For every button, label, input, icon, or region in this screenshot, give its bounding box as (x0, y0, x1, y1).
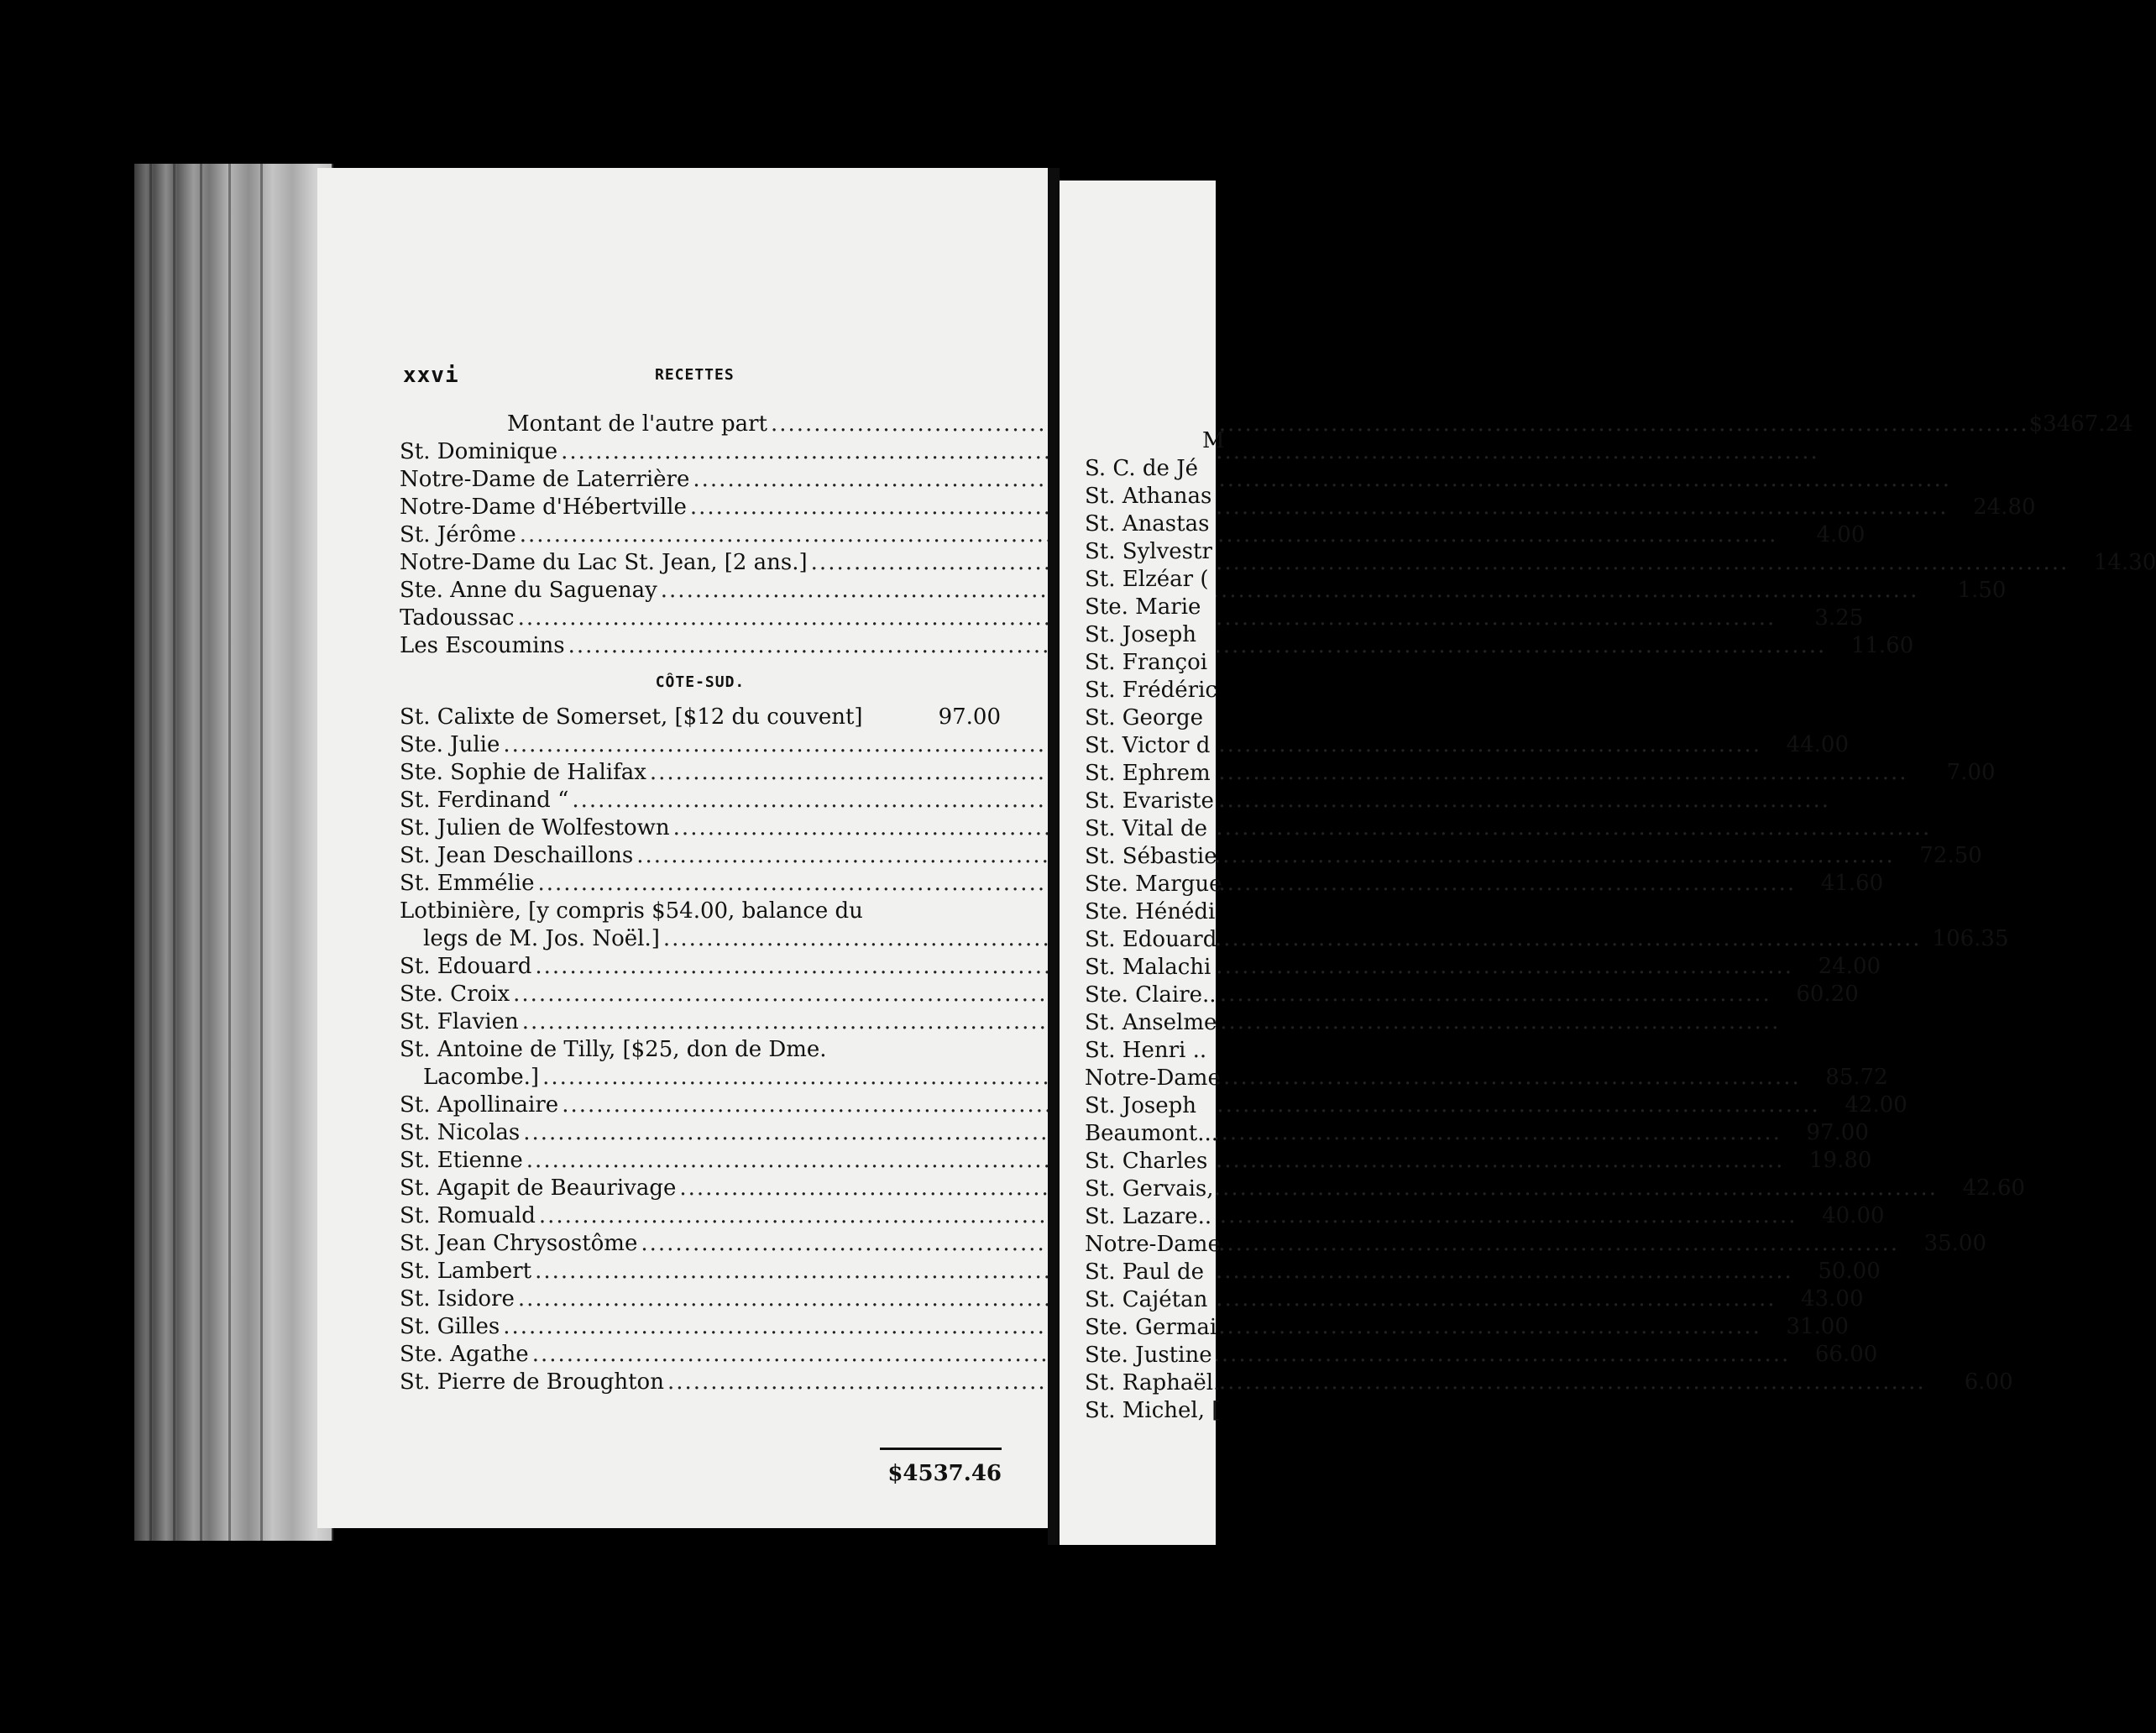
leader-dots (811, 550, 2070, 575)
amount: 44.00 (1786, 732, 1850, 757)
parish-name: St. Nicolas (400, 1120, 521, 1145)
list-item: St. Athanas (1085, 484, 1212, 509)
parish-name: St. Jean Deschaillons (400, 843, 634, 868)
parish-name: St. Emmélie (400, 871, 535, 896)
total-rule (880, 1448, 1002, 1450)
amount: 4.00 (1816, 522, 1866, 547)
list-item: St. Françoi (1085, 650, 1208, 675)
amount: 3.25 (1814, 605, 1864, 631)
amount: 72.50 (1919, 843, 1982, 868)
list-item: St. Charles (1085, 1149, 1208, 1174)
amount: 6.00 (1964, 1369, 2013, 1395)
amount: 42.00 (1845, 1092, 1907, 1118)
amount: 106.35 (1932, 926, 2009, 951)
parish-name: legs de M. Jos. Noël.] (423, 926, 660, 951)
amount: 19.80 (1809, 1148, 1872, 1173)
parish-name: Ste. Anne du Saguenay (400, 578, 657, 603)
parish-name: Ste. Agathe (400, 1342, 529, 1367)
list-item: St. Lazare.. (1085, 1204, 1212, 1229)
amount: 35.00 (1923, 1231, 1986, 1256)
list-item: St. Cajétan (1085, 1287, 1208, 1312)
list-item: Notre-Dame (1085, 1065, 1221, 1091)
right-page (1060, 181, 1225, 1545)
list-item (400, 898, 1001, 926)
amount: 60.20 (1796, 982, 1859, 1007)
parish-name: St. Julien de Wolfestown (400, 815, 670, 840)
list-item: St. Gervais, (1085, 1176, 1214, 1202)
amount: 7.00 (1946, 760, 1996, 785)
list-item: Notre-Dame (1085, 1232, 1221, 1257)
list-item: St. Frédéric (1085, 678, 1217, 703)
amount: 97.00 (1806, 1120, 1869, 1145)
amount: 50.00 (1818, 1259, 1881, 1284)
parish-name: Lacombe.] (423, 1065, 540, 1090)
parish-name: St. Pierre de Broughton (400, 1369, 664, 1395)
list-item: St. Henri .. (1085, 1038, 1207, 1063)
list-item: St. Paul de (1085, 1259, 1204, 1285)
grand-total: $4537.46 (887, 1461, 1002, 1486)
amount: 43.00 (1801, 1286, 1864, 1312)
list-item: St. Anastas (1085, 511, 1210, 537)
list-item: St. Elzéar ( (1085, 567, 1209, 592)
amount: 66.00 (1814, 1342, 1878, 1367)
amount: 24.00 (1818, 954, 1881, 979)
amount: 40.00 (1822, 1203, 1885, 1228)
list-item: Ste. Germai (1085, 1315, 1217, 1340)
list-item: St. Vital de (1085, 816, 1207, 841)
list-item: Ste. Hénédi (1085, 899, 1216, 924)
parish-name: St. Gilles (400, 1314, 500, 1339)
list-item: St. Ephrem (1085, 761, 1211, 786)
section-heading: CÔTE-SUD. (655, 673, 746, 691)
list-item: Ste. Marie (1085, 594, 1201, 620)
amount: 14.30 (2093, 550, 2156, 575)
parish-name: St. Antoine de Tilly, [$25, don de Dme. (400, 1037, 827, 1062)
carry-forward-row (400, 411, 2133, 439)
list-item (400, 1009, 1001, 1037)
list-item: St. Victor d (1085, 733, 1211, 758)
parish-name: St. Lambert (400, 1259, 532, 1284)
parish-name: Tadoussac (400, 605, 515, 631)
page-number: xxvi (403, 363, 459, 388)
parish-name: St. Romuald (400, 1203, 536, 1228)
list-item: St. Sylvestr (1085, 539, 1212, 564)
amount: 24.80 (1973, 495, 2036, 520)
parish-name: St. Edouard (400, 954, 532, 979)
carry-forward-label: Montant de l'autre part (507, 411, 767, 437)
parish-name: St. Calixte de Somerset, [$12 du couvent] (400, 704, 863, 730)
book-page-edges (134, 164, 333, 1541)
right-page-list (1085, 428, 1421, 1426)
list-item (400, 439, 1001, 467)
parish-name: St. Etienne (400, 1148, 523, 1173)
amount: 42.60 (1962, 1175, 2026, 1201)
parish-name: St. Flavien (400, 1009, 519, 1034)
list-item: St. Michel, [ (1085, 1398, 1221, 1423)
parish-name: Les Escoumins (400, 633, 565, 658)
parish-name: St. Apollinaire (400, 1092, 559, 1118)
right-page-header: M (1202, 428, 1225, 453)
list-item: Ste. Margue (1085, 872, 1222, 897)
parish-name: St. Isidore (400, 1286, 515, 1312)
parish-name: St. Jean Chrysostôme (400, 1231, 638, 1256)
amount: 41.60 (1820, 871, 1884, 896)
parish-name: Ste. Julie (400, 732, 500, 757)
parish-name: St. Jérôme (400, 522, 516, 547)
list-item: St. George (1085, 705, 1204, 730)
list-item: St. Raphaël. (1085, 1370, 1221, 1395)
list-item: S. C. de Jé (1085, 456, 1199, 481)
amount: 31.00 (1786, 1314, 1849, 1339)
list-item: Beaumont... (1085, 1121, 1219, 1146)
amount: 11.60 (1850, 633, 1914, 658)
list-item: St. Joseph (1085, 622, 1196, 647)
amount: 85.72 (1825, 1065, 1888, 1090)
parish-name: Ste. Croix (400, 982, 510, 1007)
list-item: St. Edouard (1085, 927, 1217, 952)
parish-name: Lotbinière, [y compris $54.00, balance du (400, 898, 863, 924)
list-item (400, 815, 1001, 843)
parish-name: St. Dominique (400, 439, 558, 464)
list-item: St. Joseph (1085, 1093, 1196, 1118)
parish-name: Ste. Sophie de Halifax (400, 760, 646, 785)
list-item (400, 1037, 1001, 1065)
page-title: RECETTES (655, 366, 735, 384)
list-item (400, 467, 1001, 495)
parish-name: Notre-Dame du Lac St. Jean, [2 ans.] (400, 550, 808, 575)
list-item: St. Anselme (1085, 1010, 1217, 1035)
list-item: St. Sébastie (1085, 844, 1217, 869)
parish-name: St. Agapit de Beaurivage (400, 1175, 677, 1201)
list-item (400, 704, 1001, 732)
list-item (400, 788, 1001, 815)
list-item: St. Evariste (1085, 788, 1214, 814)
page-gutter (1048, 168, 1060, 1545)
amount: 97.00 (938, 704, 1001, 730)
list-item: Ste. Claire.. (1085, 982, 1217, 1008)
parish-name: St. Ferdinand “ (400, 788, 569, 813)
amount: 1.50 (1957, 578, 2007, 603)
parish-name: Notre-Dame de Laterrière (400, 467, 690, 492)
list-item: Ste. Justine (1085, 1343, 1212, 1368)
carry-forward-amount: $3467.24 (2028, 411, 2133, 437)
parish-name: Notre-Dame d'Hébertville (400, 495, 687, 520)
list-item: St. Malachi (1085, 955, 1211, 980)
